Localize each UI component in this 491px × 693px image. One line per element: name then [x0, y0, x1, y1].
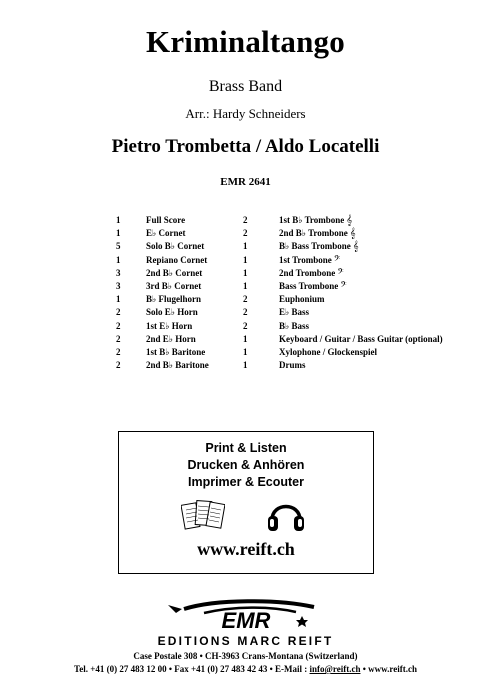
promo-line-3: Imprimer & Ecouter — [187, 475, 304, 489]
part-row — [243, 214, 473, 227]
part-name: 1st E♭ Horn — [146, 320, 193, 331]
part-name: E♭ Bass — [279, 307, 310, 318]
part-row — [243, 359, 473, 372]
bass-clef-icon: 𝄢 — [337, 267, 344, 279]
part-quantity: 1 — [116, 228, 121, 239]
part-name: Repiano Cornet — [146, 254, 208, 265]
composers: Pietro Trombetta / Aldo Locatelli — [111, 136, 380, 157]
promo-line-1: Print & Listen — [205, 441, 287, 455]
part-row — [243, 333, 473, 346]
part-name: Drums — [279, 360, 306, 371]
parts-list-left — [116, 214, 236, 372]
part-name: 1st B♭ Baritone — [146, 347, 206, 358]
part-name: 2nd B♭ Cornet — [146, 267, 203, 278]
part-row — [243, 346, 473, 359]
part-quantity: 2 — [116, 320, 121, 331]
part-quantity: 1 — [116, 215, 121, 225]
part-row — [116, 240, 236, 253]
sheet-music-icon — [181, 498, 225, 532]
part-quantity: 3 — [116, 267, 121, 278]
title: Kriminaltango — [146, 24, 345, 59]
promo-website[interactable]: www.reift.ch — [197, 539, 295, 559]
part-quantity: 1 — [243, 281, 248, 292]
part-quantity: 1 — [116, 254, 121, 265]
email-link[interactable]: info@reift.ch — [309, 664, 361, 674]
part-row — [243, 227, 473, 240]
star-icon — [296, 616, 308, 627]
part-quantity: 2 — [116, 347, 121, 358]
part-quantity: 1 — [243, 254, 248, 265]
part-row — [243, 240, 473, 253]
part-name: 2nd Trombone — [279, 267, 336, 278]
part-name: 1st B♭ Trombone — [279, 215, 345, 225]
part-quantity: 3 — [116, 281, 121, 292]
part-quantity: 1 — [243, 267, 248, 278]
contact-line — [0, 664, 491, 674]
publisher-name: EDITIONS MARC REIFT — [157, 634, 334, 648]
part-quantity: 5 — [116, 241, 121, 252]
arranger: Arr.: Hardy Schneiders — [185, 106, 306, 121]
part-name: Keyboard / Guitar / Bass Guitar (optional) — [279, 333, 443, 344]
part-quantity: 1 — [243, 360, 248, 371]
part-quantity: 2 — [243, 320, 248, 331]
part-name: Bass Trombone — [279, 281, 339, 292]
part-quantity: 1 — [116, 294, 121, 305]
part-row — [243, 293, 473, 306]
promo-line-2: Drucken & Anhören — [187, 458, 305, 472]
parts-list-right — [243, 214, 473, 372]
part-row — [116, 254, 236, 267]
part-row — [116, 333, 236, 346]
part-quantity: 1 — [243, 347, 248, 358]
part-name: 2nd E♭ Horn — [146, 333, 196, 344]
part-row — [243, 320, 473, 333]
part-row — [116, 280, 236, 293]
part-row — [116, 227, 236, 240]
headphones-icon — [265, 496, 307, 534]
part-quantity: 2 — [243, 215, 248, 225]
part-name: 1st Trombone — [279, 254, 332, 265]
part-name: Xylophone / Glockenspiel — [279, 347, 378, 358]
bass-clef-icon: 𝄢 — [333, 254, 341, 266]
treble-clef-icon: 𝄞 — [352, 241, 359, 253]
part-name: E♭ Cornet — [146, 228, 186, 239]
part-name: Solo B♭ Cornet — [146, 241, 205, 252]
part-row — [116, 214, 236, 227]
part-name: 3rd B♭ Cornet — [146, 281, 202, 292]
part-row — [116, 320, 236, 333]
part-row — [243, 280, 473, 293]
part-name: B♭ Bass — [279, 320, 310, 331]
part-row — [116, 306, 236, 319]
contact-prefix: Tel. +41 (0) 27 483 12 00 • Fax +41 (0) 27 483 42 43 • E-Mail : — [74, 664, 310, 674]
print-listen-box — [118, 431, 374, 574]
part-row — [116, 346, 236, 359]
emr-logo — [146, 593, 346, 633]
part-name: Solo E♭ Horn — [146, 307, 198, 318]
part-name: B♭ Bass Trombone — [279, 241, 351, 252]
part-quantity: 1 — [243, 333, 248, 344]
publisher-address: Case Postale 308 • CH-3963 Crans-Montana (Switzerland) — [133, 651, 358, 661]
part-row — [116, 267, 236, 280]
part-quantity: 2 — [116, 333, 121, 344]
part-name: Full Score — [146, 215, 186, 225]
part-row — [243, 306, 473, 319]
part-row — [243, 254, 473, 267]
contact-suffix: • www.reift.ch — [360, 664, 417, 674]
part-name: 2nd B♭ Baritone — [146, 360, 209, 371]
part-quantity: 2 — [116, 307, 121, 318]
part-quantity: 2 — [243, 307, 248, 318]
part-name: Euphonium — [279, 294, 325, 305]
catalog-number: EMR 2641 — [220, 176, 271, 188]
part-row — [116, 293, 236, 306]
part-quantity: 2 — [243, 228, 248, 239]
bass-clef-icon: 𝄢 — [340, 281, 347, 293]
part-name: B♭ Flugelhorn — [146, 294, 202, 305]
part-quantity: 2 — [116, 360, 121, 371]
subtitle: Brass Band — [208, 78, 283, 95]
part-row — [243, 267, 473, 280]
treble-clef-icon: 𝄞 — [346, 215, 353, 226]
part-name: 2nd B♭ Trombone — [279, 228, 348, 239]
part-quantity: 1 — [243, 241, 248, 252]
treble-clef-icon: 𝄞 — [349, 228, 356, 240]
logo-text: EMR — [221, 608, 271, 633]
part-row — [116, 359, 236, 372]
part-quantity: 2 — [243, 294, 248, 305]
